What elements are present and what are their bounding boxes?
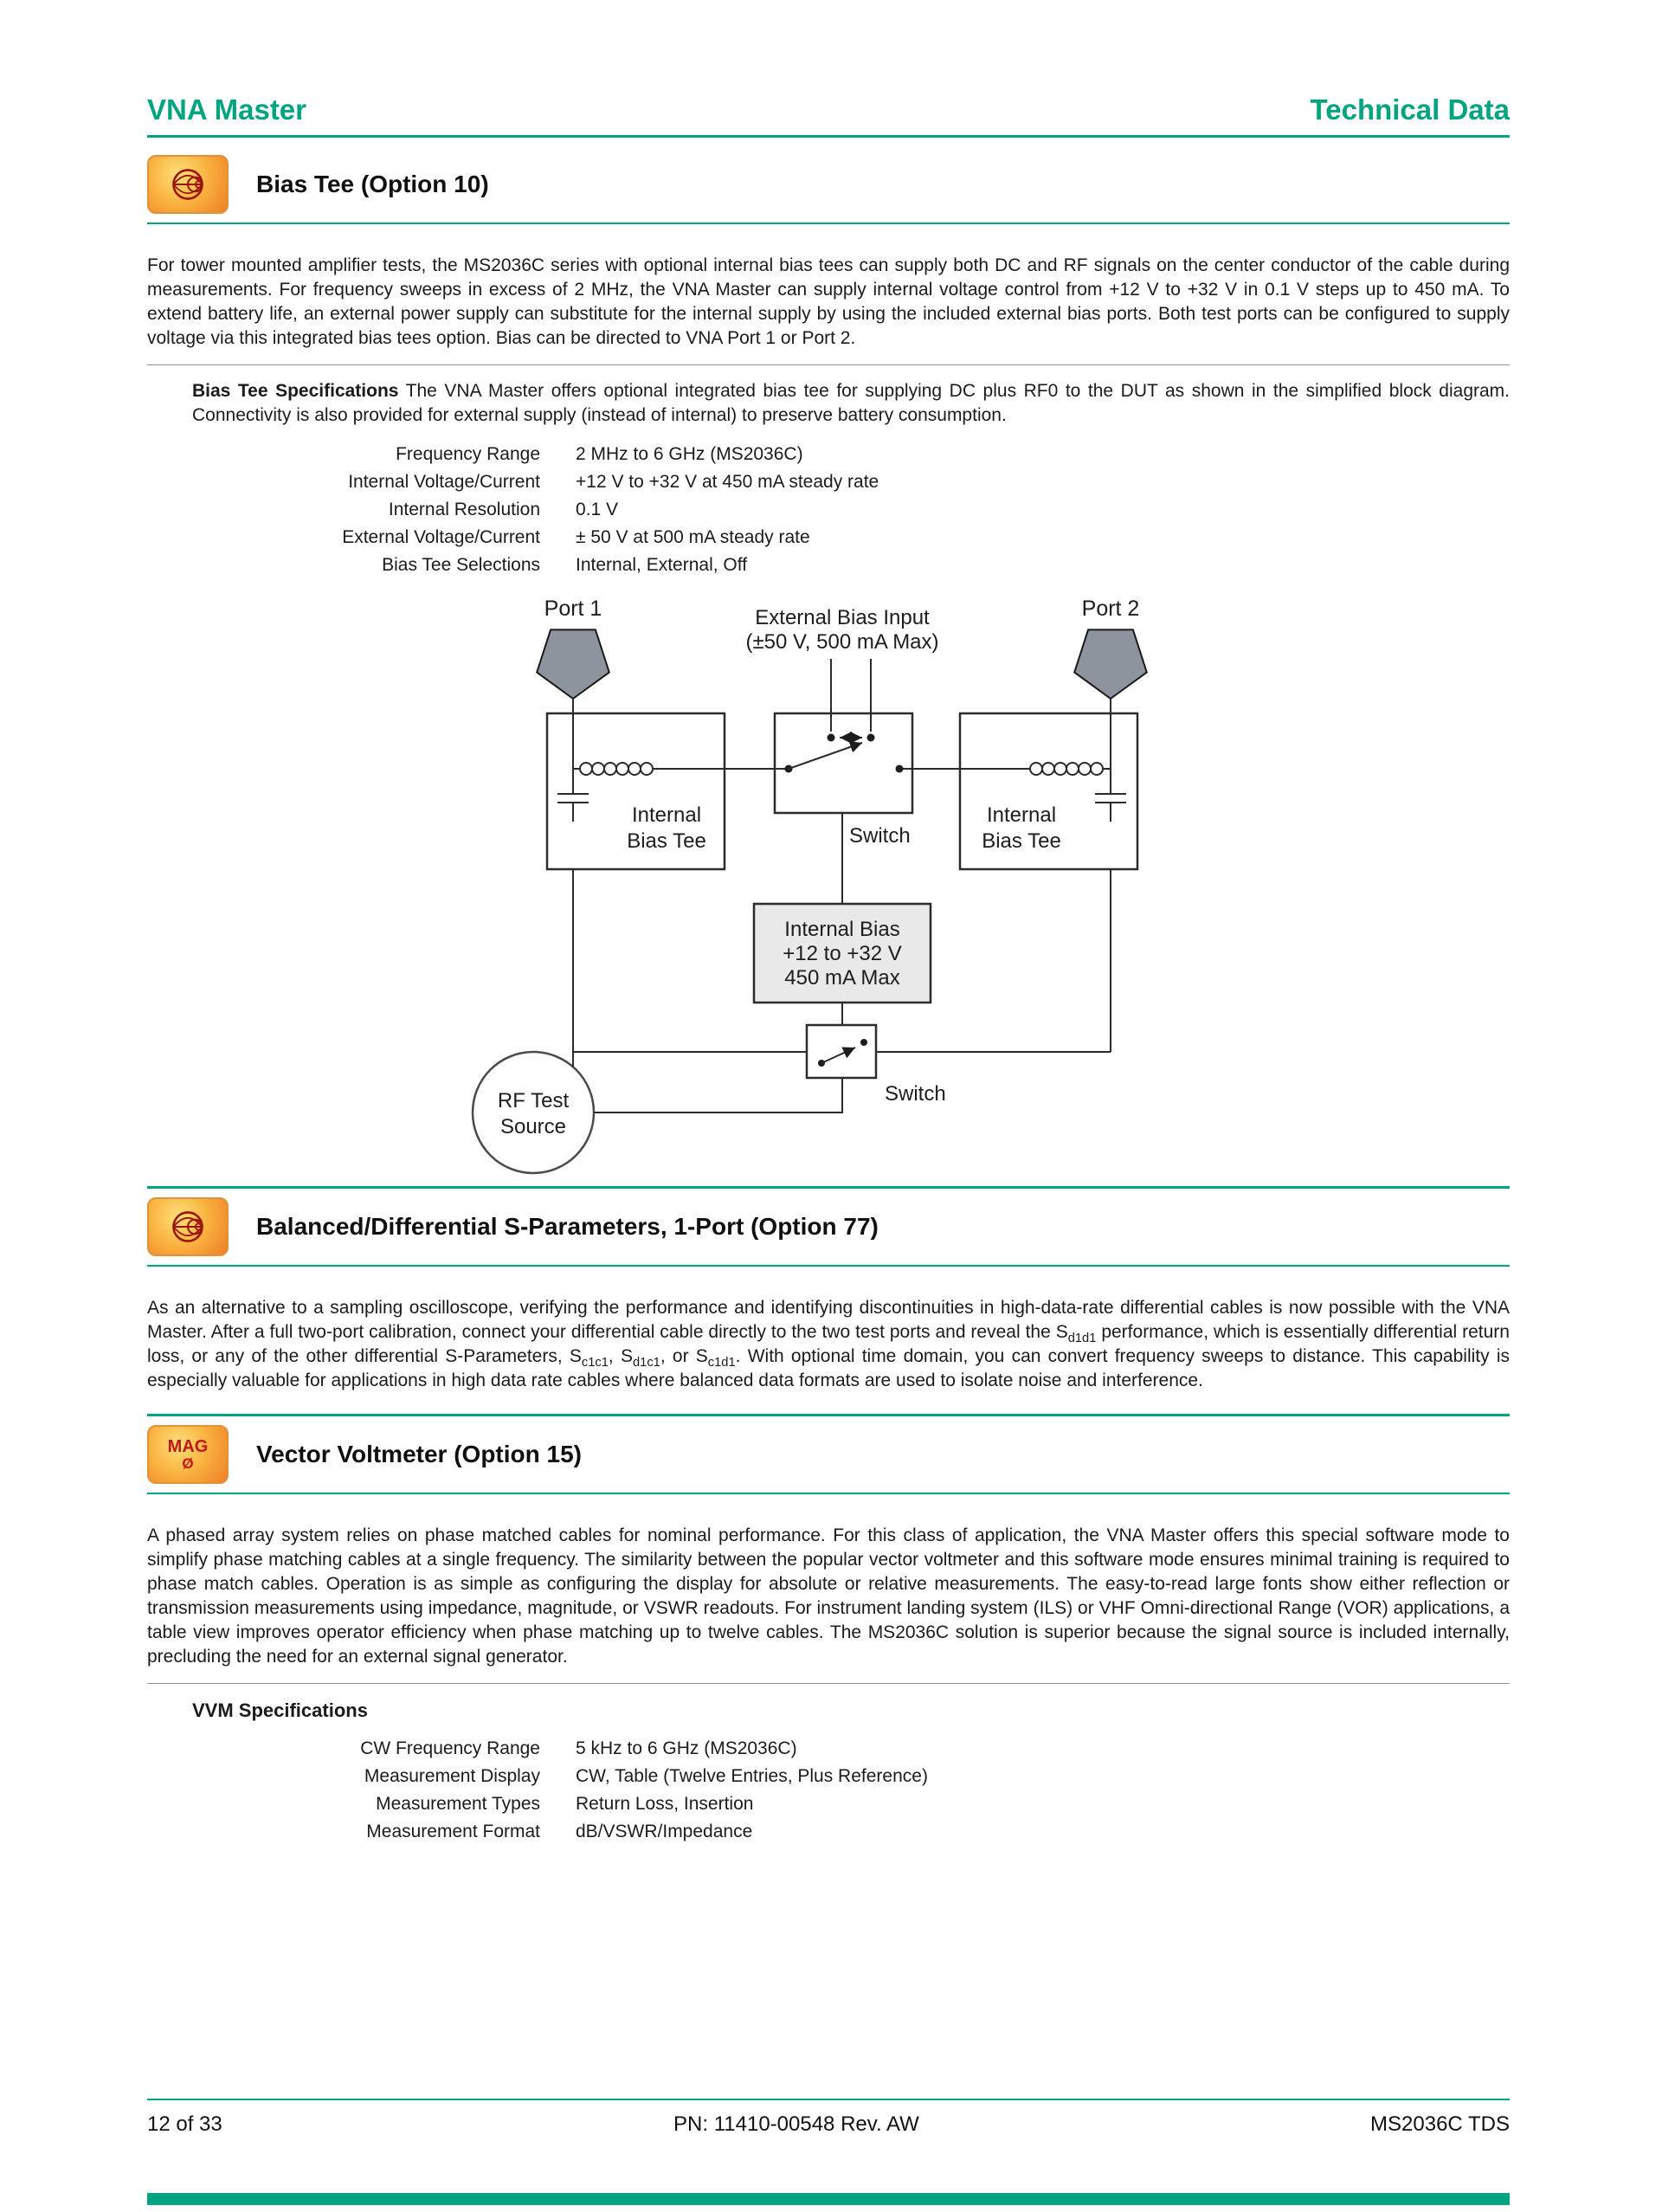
section-title-balanced: Balanced/Differential S-Parameters, 1-Port (Option 77) (256, 1213, 879, 1240)
vvm-paragraph: A phased array system relies on phase matched cables for nominal performance. For this class of application, the VNA Master offers this special software mode to simplify phase matching cables at a single frequency. The similarity between the popular vector voltmeter and this software mode ensures minimal training is required to phase match cables. Operation is as simple as configuring the display for absolute or relative measurements. The easy-to-read large fonts show either reflection or transmission measurements using impedance, magnitude, or VSWR readouts. For instrument landing system (ILS) or VHF Omni-directional Range (VOR) applications, a table view improves operator efficiency when phase matching up to twelve cables. The MS2036C solution is superior because the signal source is included internally, precluding the need for an external signal generator. (147, 1525, 1510, 1667)
bias-tee-spec-intro: The VNA Master offers optional integrated bias tee for supplying DC plus RF0 to the DUT as shown in the simplified block diagram. Connectivity is also provided for external supply (instead of internal) to preserve battery consumption. (192, 381, 1510, 425)
bias-tee-block-diagram (147, 591, 1510, 1182)
port1-label: Port 1 (544, 597, 602, 621)
internal-bias-label-line1: Internal Bias (784, 918, 900, 941)
smith-chart-glyph (164, 165, 212, 203)
port1-connector-icon (537, 629, 609, 699)
spec-value: Internal, External, Off (576, 555, 748, 575)
spec-label: Measurement Format (366, 1822, 540, 1841)
page-footer (147, 2099, 1510, 2137)
spec-value: 2 MHz to 6 GHz (MS2036C) (576, 444, 803, 464)
divider-rule (147, 364, 1510, 365)
bottom-accent-bar (147, 2193, 1510, 2205)
spec-value: 5 kHz to 6 GHz (MS2036C) (576, 1738, 797, 1758)
bias-tee-intro-paragraph: For tower mounted amplifier tests, the MS2036C series with optional internal bias tees can supply both DC and RF signals on the center conductor of the cable during measurements. For frequency sweeps in excess of 2 MHz, the VNA Master can supply internal voltage control from +12 V to +32 V in 0.1 V steps up to 450 mA. To extend battery life, an external power supply can substitute for the internal supply by using the included external bias ports. Both test ports can be configured to supply voltage via this integrated bias tees option. Bias can be directed to VNA Port 1 or Port 2. (147, 255, 1510, 348)
divider-rule (147, 1683, 1510, 1684)
footer-doc-id: MS2036C TDS (1370, 2112, 1510, 2136)
port2-connector-icon (1074, 629, 1147, 699)
port2-label: Port 2 (1081, 597, 1140, 621)
spec-label: Measurement Types (376, 1794, 540, 1814)
spec-label: Bias Tee Selections (382, 555, 540, 575)
bias-tee-spec-paragraph (192, 379, 1510, 428)
spec-value: Return Loss, Insertion (576, 1794, 754, 1814)
bias-tee-diagram-wrap (147, 591, 1510, 1186)
vector-voltmeter-icon (147, 1425, 229, 1484)
right-bias-tee-label-line1: Internal (986, 803, 1057, 827)
lower-switch-label: Switch (885, 1082, 946, 1106)
rf-test-source-circle (473, 1052, 594, 1173)
external-bias-label-line2: (±50 V, 500 mA Max) (745, 630, 939, 654)
spec-label: Frequency Range (396, 444, 540, 464)
rf-test-source-label-line1: RF Test (497, 1089, 570, 1112)
section-title-vvm: Vector Voltmeter (Option 15) (256, 1441, 582, 1467)
section-header-vvm (147, 1414, 1510, 1494)
spec-value: dB/VSWR/Impedance (576, 1822, 753, 1841)
vvm-icon-phase-symbol: Ø (182, 1455, 194, 1472)
footer-page-number: 12 of 33 (147, 2112, 222, 2136)
spec-value: CW, Table (Twelve Entries, Plus Reference) (576, 1766, 928, 1786)
right-bias-tee-label-line2: Bias Tee (982, 829, 1061, 853)
vvm-spec-table (147, 1739, 1510, 1841)
internal-bias-label-line2: +12 to +32 V (783, 942, 902, 965)
left-bias-tee-label-line1: Internal (631, 803, 702, 827)
smith-chart-glyph (164, 1208, 212, 1246)
spec-label: Measurement Display (364, 1766, 540, 1786)
spec-value: ± 50 V at 500 mA steady rate (576, 527, 810, 547)
balanced-paragraph: As an alternative to a sampling oscilloscope, verifying the performance and identifying discontinuities in high-data-rate differential cables is now possible with the VNA Master. After a full two-port calibration, connect your differential cable directly to the two test ports and reveal the $S_{d1d1}$ performance, which is essentially differential return loss, or any of the other differential S-Parameters, $S_{c1c1}$, $S_{d1c1}$, or $S_{c1d1}$. With optional time domain, you can convert frequency sweeps to distance. This capability is especially valuable for applications in high data rate cables where balanced data formats are used to isolate noise and interference. (147, 1298, 1510, 1390)
rf-test-source-label-line2: Source (499, 1115, 567, 1138)
spec-value: 0.1 V (576, 500, 619, 519)
bias-tee-spec-title: Bias Tee Specifications (192, 381, 399, 401)
vvm-spec-title: VVM Specifications (192, 1699, 368, 1721)
smith-chart-icon (147, 1197, 229, 1256)
external-bias-label-line1: External Bias Input (755, 606, 930, 629)
spec-label: CW Frequency Range (360, 1738, 540, 1758)
smith-chart-icon (147, 155, 229, 214)
left-bias-tee-label-line2: Bias Tee (627, 829, 706, 853)
spec-value: +12 V to +32 V at 450 mA steady rate (576, 472, 879, 492)
footer-part-number: PN: 11410-00548 Rev. AW (673, 2112, 919, 2136)
upper-switch-box (775, 713, 912, 813)
spec-label: External Voltage/Current (342, 527, 540, 547)
section-header-bias-tee (147, 146, 1510, 224)
upper-switch-label: Switch (849, 824, 911, 848)
bias-tee-spec-table (147, 445, 1510, 574)
vvm-icon-mag-text: MAG (167, 1437, 209, 1456)
spec-label: Internal Resolution (388, 500, 540, 519)
product-title: VNA Master (147, 94, 306, 126)
spec-label: Internal Voltage/Current (348, 472, 540, 492)
lower-switch-box (807, 1025, 876, 1078)
page-header (147, 0, 1510, 138)
doc-type-title: Technical Data (1310, 94, 1510, 126)
internal-bias-label-line3: 450 mA Max (784, 966, 900, 990)
section-header-balanced (147, 1186, 1510, 1267)
section-title-bias-tee: Bias Tee (Option 10) (256, 171, 489, 197)
